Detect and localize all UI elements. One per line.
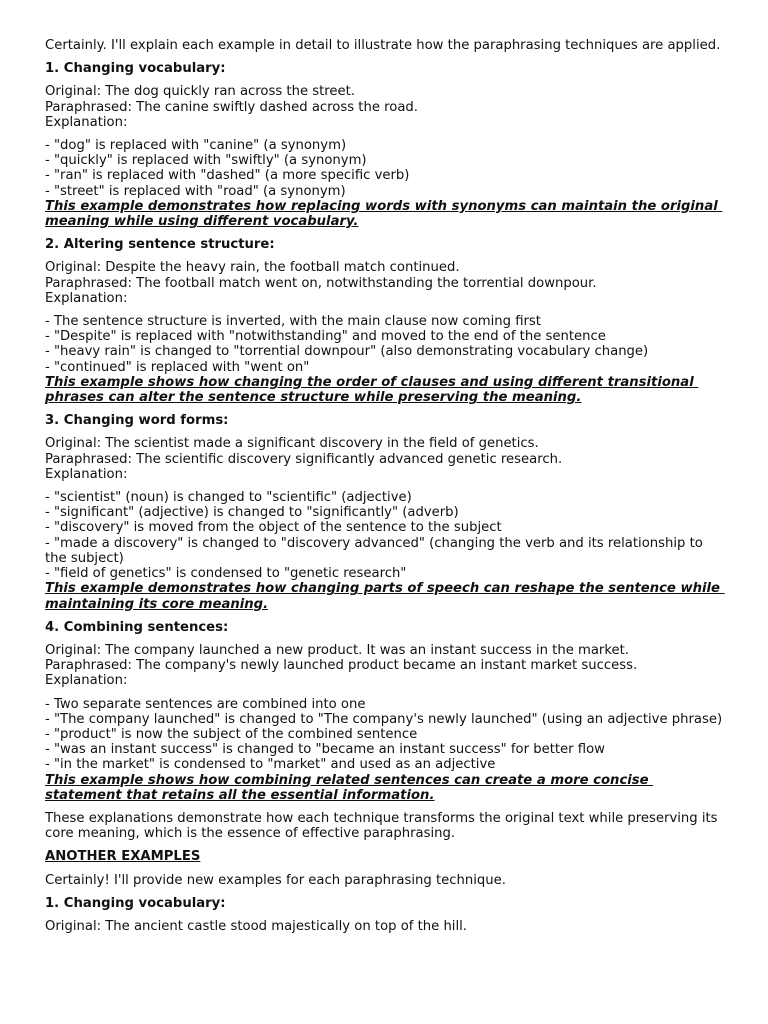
bullet-item: - "significant" (adjective) is changed to "significantly" (adverb) bbox=[45, 505, 459, 521]
original-sentence: Original: The company launched a new product. It was an instant success in the market. bbox=[45, 642, 629, 658]
section-heading: 3. Changing word forms: bbox=[45, 413, 229, 429]
document-body bbox=[45, 38, 725, 934]
bullet-item: - "made a discovery" is changed to "discovery advanced" (changing the verb and its relationship to the subject) bbox=[45, 535, 703, 566]
original-sentence: Original: Despite the heavy rain, the football match continued. bbox=[45, 260, 460, 276]
original-sentence: Original: The dog quickly ran across the street. bbox=[45, 84, 356, 100]
bullet-item: - "field of genetics" is condensed to "genetic research" bbox=[45, 566, 407, 582]
bullet-item: - "scientist" (noun) is changed to "scientific" (adjective) bbox=[45, 490, 412, 506]
explanation-label: Explanation: bbox=[45, 114, 128, 130]
bullet-item: - "street" is replaced with "road" (a synonym) bbox=[45, 183, 346, 199]
bullet-list bbox=[45, 697, 725, 773]
another-examples-heading: ANOTHER EXAMPLES bbox=[45, 849, 201, 865]
bullet-item: - "in the market" is condensed to "market" and used as an adjective bbox=[45, 757, 496, 773]
bullet-list bbox=[45, 490, 725, 581]
section-conclusion: This example shows how changing the order of clauses and using different transitional phrases can alter the sentence structure while preserving the meaning. bbox=[45, 374, 699, 406]
section-altering-sentence-structure bbox=[45, 237, 725, 405]
example-block bbox=[45, 643, 725, 689]
bullet-item: - Two separate sentences are combined into one bbox=[45, 696, 366, 712]
paraphrased-sentence: Paraphrased: The scientific discovery significantly advanced genetic research. bbox=[45, 451, 563, 467]
section-combining-sentences bbox=[45, 620, 725, 803]
bullet-item: - "The company launched" is changed to "The company's newly launched" (using an adjective phrase) bbox=[45, 711, 723, 727]
section-conclusion: This example demonstrates how changing parts of speech can reshape the sentence while maintaining its core meaning. bbox=[45, 581, 725, 612]
section-heading: 1. Changing vocabulary: bbox=[45, 61, 226, 77]
bullet-item: - The sentence structure is inverted, with the main clause now coming first bbox=[45, 314, 541, 330]
paraphrased-sentence: Paraphrased: The football match went on, notwithstanding the torrential downpour. bbox=[45, 275, 597, 291]
section-changing-word-forms bbox=[45, 413, 725, 611]
section-conclusion: This example shows how combining related sentences can create a more concise statement that retains all the essential information. bbox=[45, 772, 654, 803]
section-heading: 1. Changing vocabulary: bbox=[45, 895, 226, 911]
explanation-label: Explanation: bbox=[45, 290, 128, 306]
example-block bbox=[45, 260, 725, 306]
another-intro-paragraph: Certainly! I'll provide new examples for each paraphrasing technique. bbox=[45, 872, 506, 888]
paraphrased-sentence: Paraphrased: The canine swiftly dashed across the road. bbox=[45, 99, 418, 115]
example-block bbox=[45, 436, 725, 482]
bullet-item: - "product" is now the subject of the combined sentence bbox=[45, 726, 418, 742]
bullet-list bbox=[45, 138, 725, 199]
summary-paragraph: These explanations demonstrate how each technique transforms the original text while preserving its core meaning, which is the essence of effective paraphrasing. bbox=[45, 810, 718, 842]
section-changing-vocabulary bbox=[45, 61, 725, 229]
section-conclusion: This example demonstrates how replacing words with synonyms can maintain the original meaning while using different vocabulary. bbox=[45, 198, 723, 230]
bullet-list bbox=[45, 314, 725, 375]
bullet-item: - "heavy rain" is changed to "torrential downpour" (also demonstrating vocabulary change) bbox=[45, 344, 649, 360]
bullet-item: - "discovery" is moved from the object of the sentence to the subject bbox=[45, 520, 502, 536]
section-heading: 2. Altering sentence structure: bbox=[45, 237, 275, 253]
section-heading: 4. Combining sentences: bbox=[45, 619, 229, 635]
bullet-item: - "ran" is replaced with "dashed" (a more specific verb) bbox=[45, 168, 410, 184]
original-sentence: Original: The scientist made a significant discovery in the field of genetics. bbox=[45, 436, 539, 452]
bullet-item: - "continued" is replaced with "went on" bbox=[45, 359, 310, 375]
original-sentence: Original: The ancient castle stood majestically on top of the hill. bbox=[45, 918, 467, 934]
paraphrased-sentence: Paraphrased: The company's newly launched product became an instant market success. bbox=[45, 658, 638, 674]
example-block bbox=[45, 84, 725, 130]
explanation-label: Explanation: bbox=[45, 466, 128, 482]
explanation-label: Explanation: bbox=[45, 673, 128, 689]
bullet-item: - "quickly" is replaced with "swiftly" (a synonym) bbox=[45, 153, 367, 169]
bullet-item: - "dog" is replaced with "canine" (a synonym) bbox=[45, 138, 347, 154]
intro-paragraph: Certainly. I'll explain each example in detail to illustrate how the paraphrasing techniques are applied. bbox=[45, 38, 721, 53]
bullet-item: - "was an instant success" is changed to "became an instant success" for better flow bbox=[45, 742, 605, 758]
bullet-item: - "Despite" is replaced with "notwithstanding" and moved to the end of the sentence bbox=[45, 329, 606, 345]
